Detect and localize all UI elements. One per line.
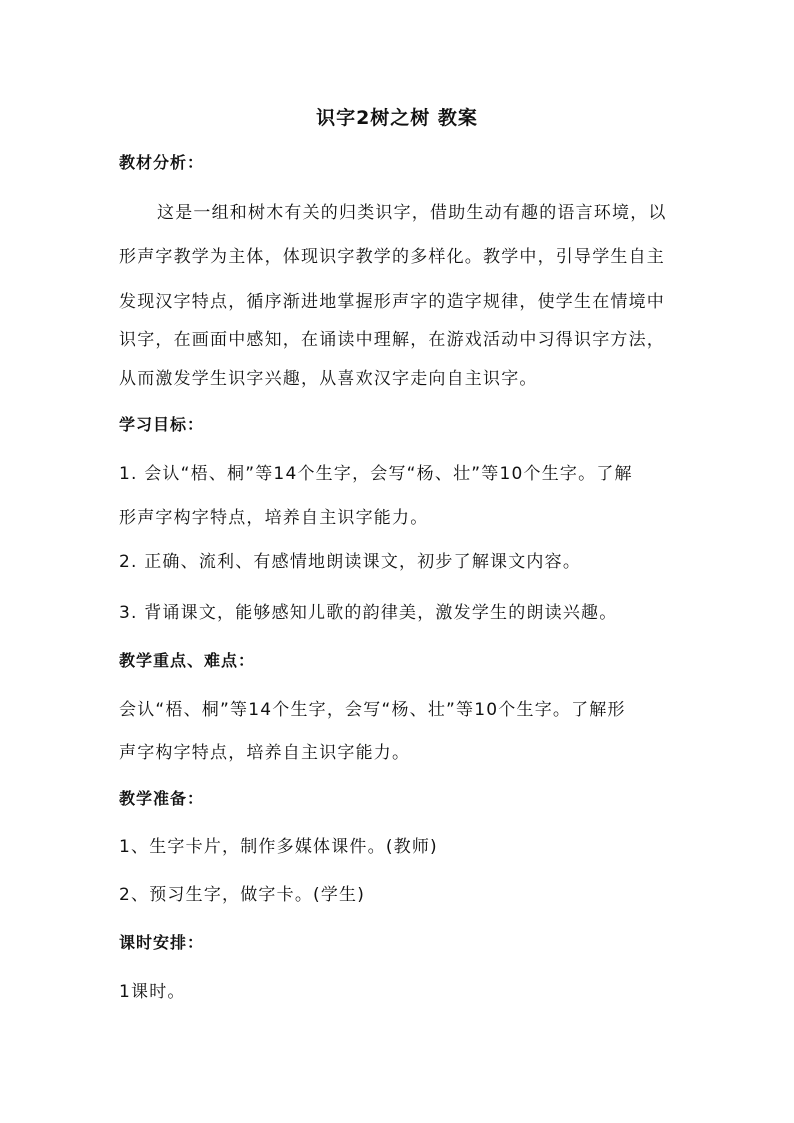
analysis-line-1: 这是一组和树木有关的归类识字，借助生动有趣的语言环境，以 — [157, 203, 667, 223]
key-points-line-2: 声字构字特点，培养自主识字能力。 — [119, 743, 411, 763]
heading-goals: 学习目标： — [119, 415, 205, 434]
goals-line-4: 3. 背诵课文，能够感知儿歌的韵律美，激发学生的朗读兴趣。 — [119, 603, 618, 623]
analysis-line-3: 发现汉字特点，循序渐进地掌握形声字的造字规律，使学生在情境中 — [119, 292, 665, 312]
heading-preparation: 教学准备： — [119, 789, 205, 808]
heading-analysis: 教材分析： — [119, 153, 205, 172]
analysis-line-5: 从而激发学生识字兴趣，从喜欢汉字走向自主识字。 — [119, 369, 538, 389]
goals-line-2: 形声字构字特点，培养自主识字能力。 — [119, 508, 429, 528]
heading-key-points: 教学重点、难点： — [119, 651, 256, 670]
goals-line-1: 1. 会认“梧、桐”等14个生字，会写“杨、壮”等10个生字。了解 — [119, 464, 633, 484]
document-title: 识字2树之树 教案 — [316, 107, 478, 129]
preparation-line-1: 1、生字卡片，制作多媒体课件。(教师) — [119, 837, 438, 857]
key-points-line-1: 会认“梧、桐”等14个生字，会写“杨、壮”等10个生字。了解形 — [119, 700, 626, 720]
analysis-line-4: 识字，在画面中感知，在诵读中理解，在游戏活动中习得识字方法， — [119, 330, 665, 350]
preparation-line-2: 2、预习生字，做字卡。(学生) — [119, 885, 366, 905]
goals-line-3: 2. 正确、流利、有感情地朗读课文，初步了解课文内容。 — [119, 552, 582, 572]
schedule-line-1: 1课时。 — [119, 982, 186, 1002]
analysis-line-2: 形声字教学为主体，体现识字教学的多样化。教学中，引导学生自主 — [119, 247, 665, 267]
heading-schedule: 课时安排： — [119, 933, 205, 952]
